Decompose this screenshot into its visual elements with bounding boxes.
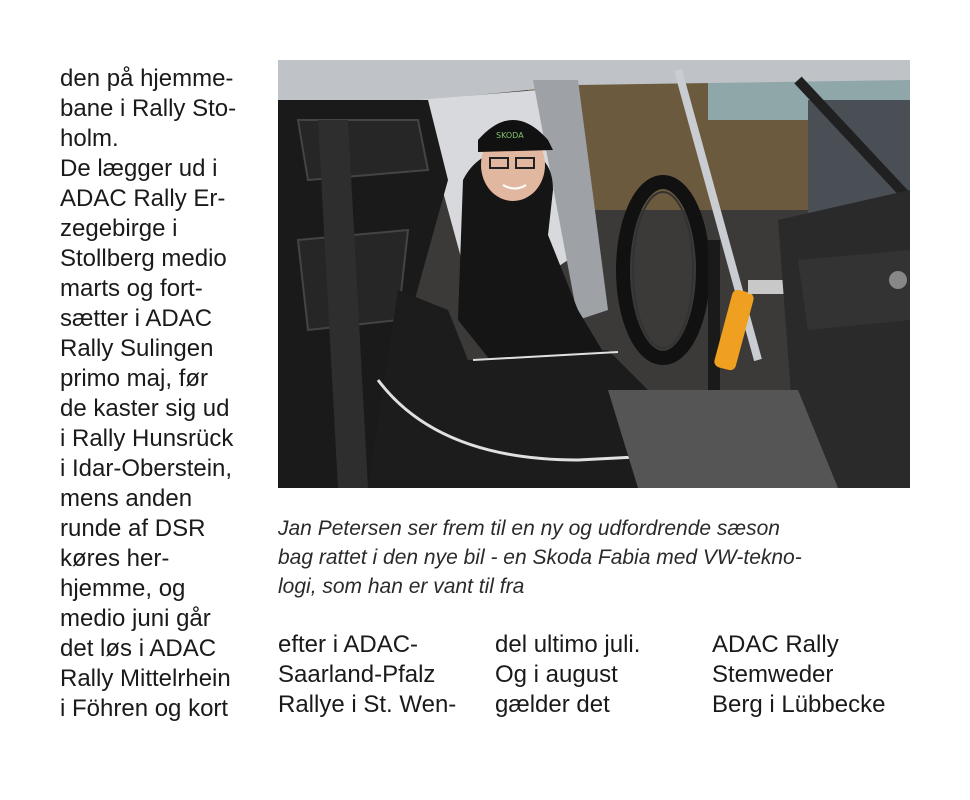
body-text-line: Rallye i St. Wen- [278,691,457,718]
body-text-line: Rally Sulingen [60,335,214,362]
rally-car-photo [278,60,910,488]
caption-line: bag rattet i den nye bil - en Skoda Fabia med VW-tekno- [278,546,802,569]
body-text-line: bane i Rally Sto- [60,95,237,122]
bottom-column-3 [712,630,917,720]
body-text-line: de kaster sig ud [60,395,230,422]
body-text-line: zegebirge i [60,215,178,242]
body-text-line: medio juni går [60,605,211,632]
body-text-line: runde af DSR [60,515,206,542]
body-text-line: køres her- [60,545,170,572]
body-text-line: primo maj, før [60,365,209,392]
body-text-line: gælder det [495,691,610,718]
body-text-line: den på hjemme- [60,65,234,92]
body-text-line: De lægger ud i [60,155,218,182]
body-text-line: i Föhren og kort [60,695,229,722]
body-text-line: hjemme, og [60,575,186,602]
body-text-line: ADAC Rally [712,631,839,658]
body-text-line: Saarland-Pfalz [278,661,436,688]
photo-illustration [278,60,910,488]
body-text-line: marts og fort- [60,275,203,302]
body-text-line: Berg i Lübbecke [712,691,886,718]
body-text-line: Stemweder [712,661,834,688]
caption-line: Jan Petersen ser frem til en ny og udfordrende sæson [278,517,780,540]
body-text-line: sætter i ADAC [60,305,213,332]
body-text-line: det løs i ADAC [60,635,217,662]
body-text-line: Rally Mittelrhein [60,665,231,692]
caption-line: logi, som han er vant til fra [278,575,525,598]
body-text-line: del ultimo juli. [495,631,641,658]
body-text-line: i Idar-Oberstein, [60,455,233,482]
body-text-line: holm. [60,125,119,152]
cap-logo-text: SKODA [496,131,524,140]
photo-caption [278,514,918,601]
body-text-line: mens anden [60,485,193,512]
bottom-column-1 [278,630,483,720]
body-text-line: Og i august [495,661,618,688]
body-text-line: Stollberg medio [60,245,227,272]
body-text-line: i Rally Hunsrück [60,425,234,452]
bottom-column-2 [495,630,700,720]
body-text-line: efter i ADAC- [278,631,419,658]
body-text-line: ADAC Rally Er- [60,185,226,212]
left-text-column [60,64,265,724]
